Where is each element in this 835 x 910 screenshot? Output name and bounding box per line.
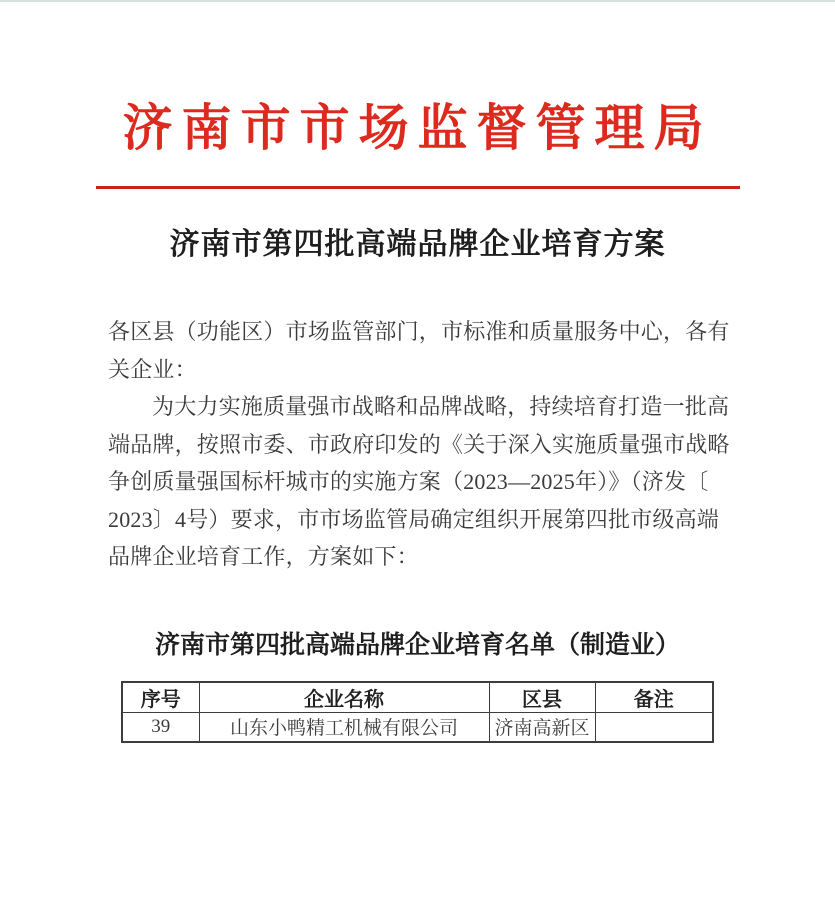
document-page [0,98,835,910]
column-header-seq: 序号 [122,682,199,713]
letterhead-title: 济南市市场监督管理局 [122,100,713,156]
column-header-district: 区县 [489,682,595,713]
salutation-line: 各区县（功能区）市场监管部门，市标准和质量服务中心，各有 [108,319,730,344]
letterhead-rule [96,186,740,189]
body-line: 为大力实施质量强市战略和品牌战略，持续培育打造一批高 [152,394,730,419]
salutation-line: 关企业： [108,356,197,382]
company-cell: 山东小鸭精工机械有限公司 [199,712,489,742]
body-line: 争创质量强国标杆城市的实施方案（2023—2025年）》（济发〔 [108,469,709,494]
column-header-company: 企业名称 [199,682,489,713]
seq-cell: 39 [122,712,199,742]
companies-table [121,681,714,743]
note-cell [595,712,713,742]
body-line: 品牌企业培育工作，方案如下： [108,544,419,569]
column-header-note: 备注 [595,682,713,713]
table-row [122,712,713,742]
district-cell: 济南高新区 [489,712,595,742]
body-line: 2023〕4号）要求，市市场监管局确定组织开展第四批市级高端 [108,506,720,532]
table-header-row [122,682,713,713]
table-title: 济南市第四批高端品牌企业培育名单（制造业） [154,631,680,659]
body-line: 端品牌，按照市委、市政府印发的《关于深入实施质量强市战略 [108,431,730,457]
document-title: 济南市第四批高端品牌企业培育方案 [169,228,666,261]
document-body [108,313,732,576]
